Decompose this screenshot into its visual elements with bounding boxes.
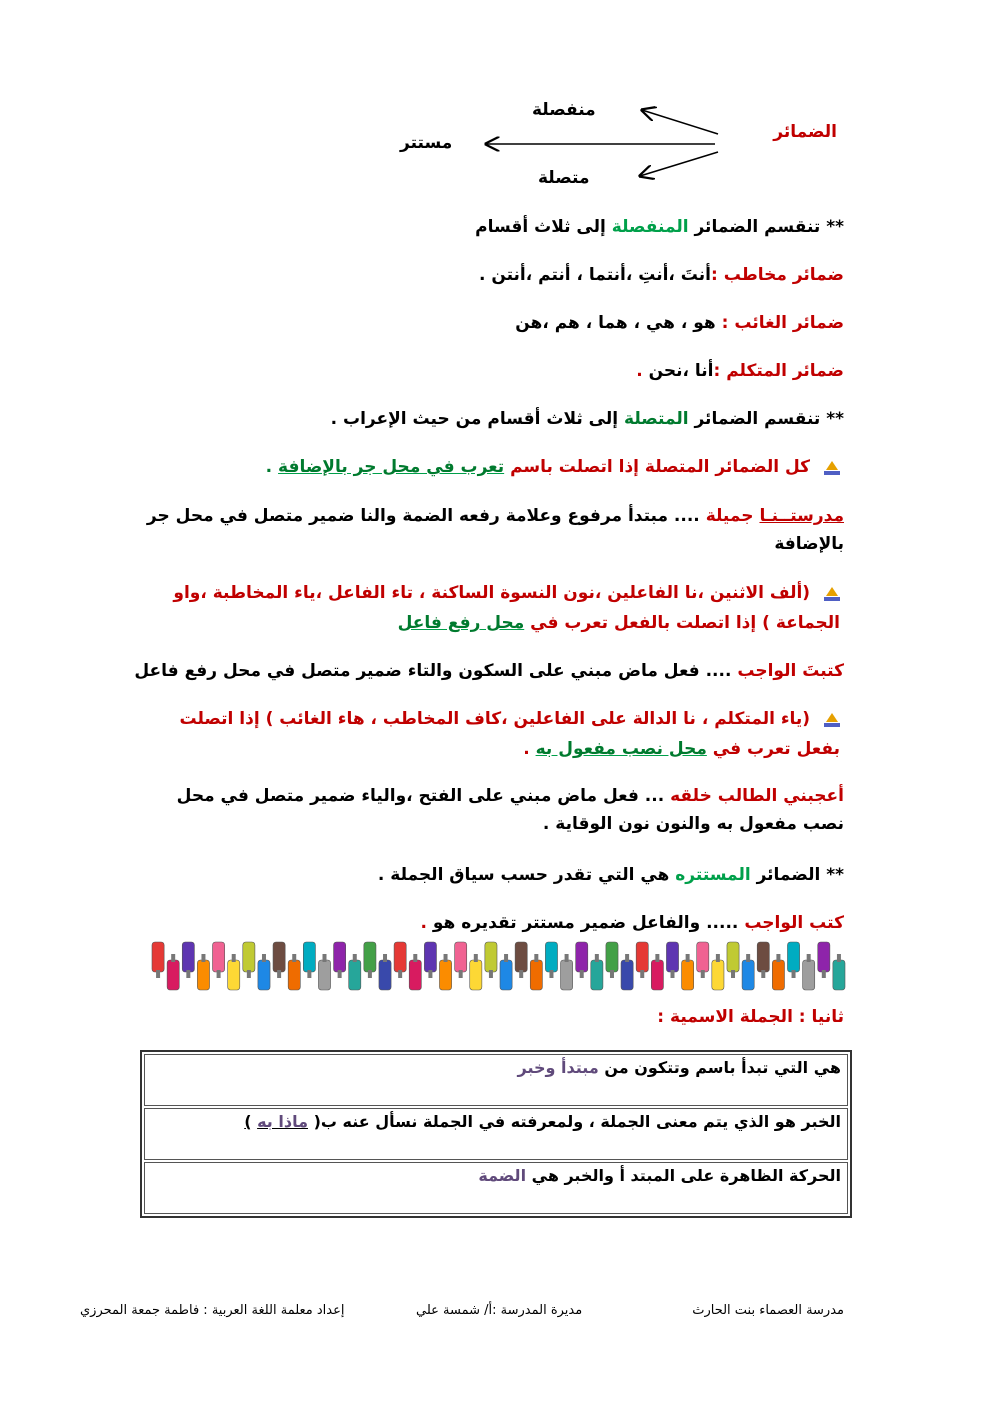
attached-intro-prefix: ** تنقسم الضمائر [694,409,844,429]
rule1-text: كل الضمائر المتصلة إذا اتصلت باسم [510,457,811,477]
diagram-root: الضمائر [773,122,837,142]
hidden-intro-prefix: ** الضمائر [756,865,844,885]
footer-school: مدرسة العصماء بنت الحارث [692,1303,844,1318]
section2-title: ثانيا : الجملة الاسمية : [657,1007,844,1027]
rule1 [140,452,840,482]
example2-word: كتبتَ [802,661,844,681]
example4-text: ..... والفاعل ضمير مستتر تقديره هو [432,913,745,933]
bullet-icon [824,711,840,727]
rule2-case: محل رفع فاعل [397,613,525,633]
example3-word: أعجبني [783,786,844,806]
rule3-text: (ياء المتكلم ، نا الدالة على الفاعلين ،كاف المخاطب ، هاء الغائب ) إذا اتصلت بفعل تعرب في [179,709,840,759]
addressee-label: ضمائر مخاطب : [711,265,844,285]
example1 [144,502,844,558]
example4-word: كتب الواجب [744,913,844,933]
bullet-icon [824,585,840,601]
diagram-arrows [470,100,730,190]
row2-keyword: ماذا به [257,1112,308,1131]
example2 [134,656,844,686]
table-cell [144,1162,848,1214]
rule2-text: (ألف الاثنين ،نا الفاعلين ،نون النسوة الساكنة ، تاء الفاعل ،ياء المخاطبة ،واو الجماعة ) إذا اتصلت بالفعل تعرب في [173,583,840,633]
table-cell [144,1054,848,1106]
rule3-dot: . [523,739,530,759]
hidden-intro [144,860,844,890]
speaker-label: ضمائر المتكلم : [713,361,844,381]
nominal-sentence-table [140,1050,852,1218]
separate-intro [144,212,844,242]
separate-intro-prefix: ** تنقسم الضمائر [694,217,844,237]
absent-pronouns [144,308,844,338]
row1-keyword: مبتدأ وخبر [517,1058,599,1077]
example3-text: ... فعل ماض مبني على الفتح ،والياء ضمير متصل في محل نصب مفعول به والنون نون الوقاية . [176,786,844,834]
speaker-text: أنا ،نحن [648,361,714,381]
absent-text: هو ، هي ، هما ، هم ،هن [515,313,716,333]
diagram-separate: منفصلة [532,100,596,120]
row1-text: هي التي تبدأ باسم وتتكون من [604,1058,841,1077]
table-row [144,1162,848,1214]
table-row [144,1108,848,1160]
example4 [144,908,844,938]
speaker-dot: . [636,361,643,381]
addressee-pronouns [144,260,844,290]
example1-text: .... مبتدأ مرفوع وعلامة رفعه الضمة والنا ضمير متصل في محل جر بالإضافة [146,506,844,554]
rule1-dot: . [265,457,273,477]
table-row [144,1054,848,1106]
addressee-text: أنتَ ،أنتِ ،أنتما ، أنتم ،أنتن . [478,265,712,285]
speaker-pronouns [144,356,844,386]
diagram-attached: متصلة [538,168,590,188]
example3 [144,782,844,838]
row3-text: الحركة الظاهرة على المبتد أ والخبر هي [531,1166,841,1185]
rule1-case: تعرب في محل جر بالإضافة [278,457,505,477]
arrow-attached [640,152,718,176]
example2-obj: الواجب [737,661,797,681]
rule3 [150,704,840,764]
zipper-border-decoration [150,938,846,998]
row2-close: ) [244,1112,252,1131]
hidden-intro-suffix: هي التي تقدر حسب سياق الجملة . [377,865,670,885]
example1-word: مدرستــنـا [759,506,844,526]
absent-label: ضمائر الغائب : [721,313,844,333]
separate-keyword: المنفصلة [611,217,689,237]
example3-subj: الطالب خلقه [670,786,778,806]
table-cell [144,1108,848,1160]
footer-author: إعداد معلمة اللغة العربية : فاطمة جمعة المحرزي [80,1303,345,1318]
hidden-keyword: المستتره [675,865,751,885]
rule3-case: محل نصب مفعول به [535,739,707,759]
separate-intro-suffix: إلى ثلاث أقسام [475,217,606,237]
row2-text: الخبر هو الذي يتم معنى الجملة ، ولمعرفته في الجملة نسأل عنه ب( [313,1112,841,1131]
example1-adj: جميلة [705,506,754,526]
diagram-hidden: مستتر [400,133,453,153]
example4-dot: . [420,913,427,933]
row3-keyword: الضمة [478,1166,527,1185]
attached-keyword: المتصلة [624,409,689,429]
attached-intro-suffix: إلى ثلاث أقسام من حيث الإعراب . [330,409,619,429]
example2-text: .... فعل ماض مبني على السكون والتاء ضمير متصل في محل رفع فاعل [134,661,738,681]
bullet-icon [824,459,840,475]
attached-intro [144,404,844,434]
arrow-separate [642,110,718,134]
rule2 [150,578,840,638]
footer-principal: مديرة المدرسة :أ/ شمسة علي [416,1303,583,1318]
